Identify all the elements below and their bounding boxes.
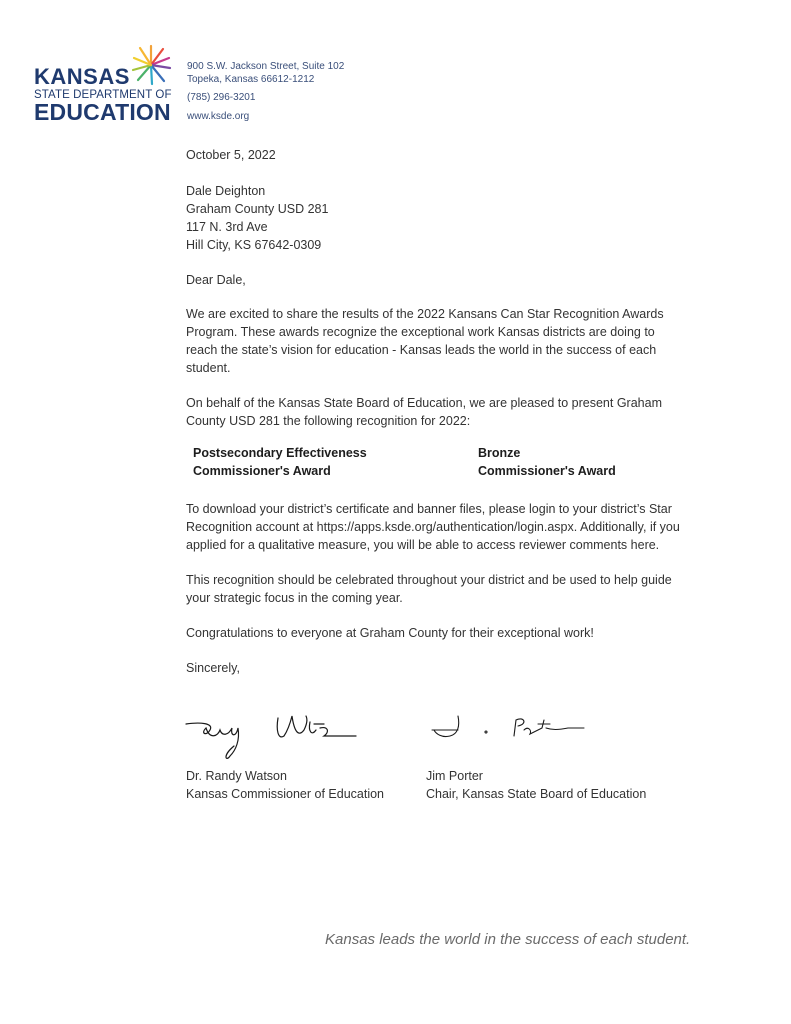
signatory-watson xyxy=(186,767,384,803)
letterhead-address xyxy=(187,61,344,123)
signatory-porter-name: Jim Porter xyxy=(426,769,483,783)
paragraph-celebrate: This recognition should be celebrated throughout your district and be used to help guide your strategic focus in the coming year. xyxy=(186,573,672,605)
paragraph-recognition: On behalf of the Kansas State Board of Education, we are pleased to present Graham County USD 281 the following recognition for 2022: xyxy=(186,396,662,428)
signatory-porter xyxy=(426,767,646,803)
logo-education-text: EDUCATION xyxy=(34,99,171,125)
signature-watson-image xyxy=(180,706,360,766)
greeting: Dear Dale, xyxy=(186,273,246,287)
logo-kansas-text: KANSAS xyxy=(34,64,130,89)
phone-number: (785) 296-3201 xyxy=(187,92,256,103)
award-right-line1: Bronze xyxy=(478,446,521,460)
recipient-block xyxy=(186,182,686,254)
recipient-name: Dale Deighton xyxy=(186,184,266,198)
paragraph-congrats: Congratulations to everyone at Graham County for their exceptional work! xyxy=(186,626,594,640)
closing: Sincerely, xyxy=(186,661,240,675)
recipient-street: 117 N. 3rd Ave xyxy=(186,220,268,234)
signature-area xyxy=(180,706,700,816)
recipient-org: Graham County USD 281 xyxy=(186,202,329,216)
logo-department-text: STATE DEPARTMENT OF xyxy=(34,89,172,101)
letter-body xyxy=(186,146,686,677)
address-line-1: 900 S.W. Jackson Street, Suite 102 xyxy=(187,61,345,72)
award-right-line2: Commissioner's Award xyxy=(478,464,616,478)
signature-porter-image xyxy=(428,706,588,756)
paragraph-download: To download your district’s certificate and banner files, please login to your district’s Star Recognition account at https://apps.ksde.org/authentication/login.aspx. Additionally, if you applied for a qualitative measure, you will be able to access reviewer comments here. xyxy=(186,502,680,552)
awards-block xyxy=(186,444,686,486)
signatory-watson-title: Kansas Commissioner of Education xyxy=(186,787,385,801)
award-right xyxy=(478,444,616,480)
signatory-watson-name: Dr. Randy Watson xyxy=(186,769,287,783)
star-burst-icon xyxy=(130,44,172,86)
recipient-city: Hill City, KS 67642-0309 xyxy=(186,238,322,252)
signatory-porter-title: Chair, Kansas State Board of Education xyxy=(426,787,647,801)
award-left-line2: Commissioner's Award xyxy=(193,464,331,478)
letter-date: October 5, 2022 xyxy=(186,148,276,162)
website-link[interactable]: www.ksde.org xyxy=(187,110,250,122)
award-left xyxy=(193,444,367,480)
footer-tagline: Kansas leads the world in the success of each student. xyxy=(325,931,691,948)
address-line-2: Topeka, Kansas 66612-1212 xyxy=(187,73,315,85)
paragraph-intro: We are excited to share the results of the 2022 Kansans Can Star Recognition Awards Program. These awards recognize the exceptional work Kansas districts are doing to reach the state’s vision for education - Kansas leads the world in the success of each student. xyxy=(186,307,664,375)
ksde-logo xyxy=(34,44,174,124)
award-left-line1: Postsecondary Effectiveness xyxy=(193,446,367,460)
